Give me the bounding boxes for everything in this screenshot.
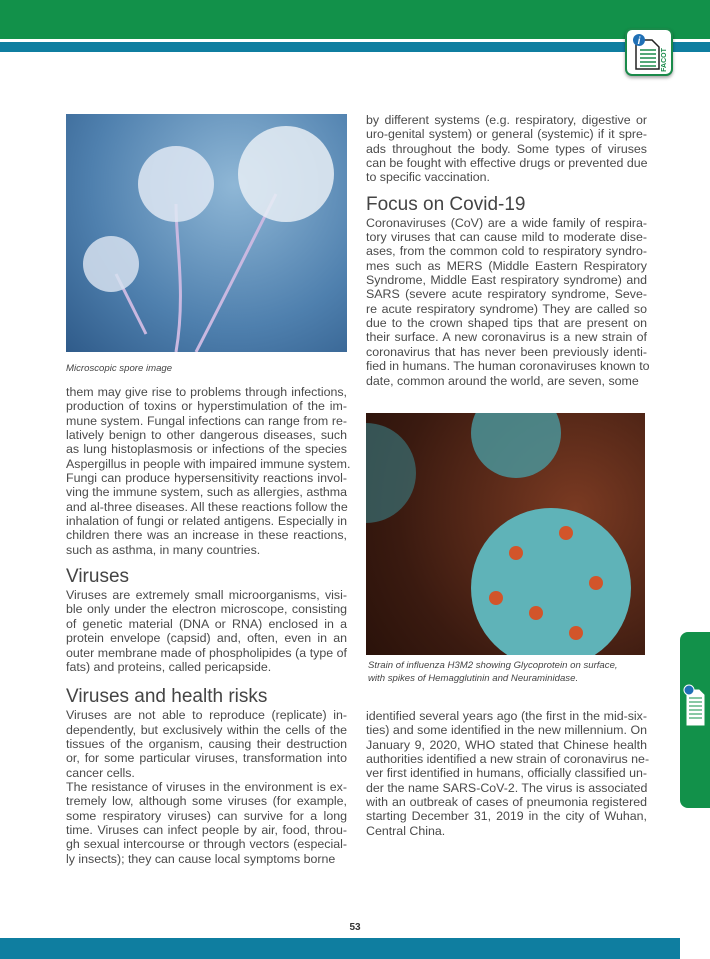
text-line: Viruses are extremely small microorganisms, visi-: [66, 588, 347, 603]
text-line: Aspergillus in people with impaired immune system.: [66, 456, 351, 471]
text-line: protein envelope (capsid) and, often, even in an: [66, 631, 347, 646]
text-line: ases, from the common cold to respiratory syndro-: [366, 244, 647, 259]
text-line: due to the crown shaped tips that are present on: [366, 316, 647, 331]
text-line: ble only under the electron microscope, consisting: [66, 602, 347, 617]
sars-cov-2-paragraph: [366, 709, 650, 838]
text-line: fied in humans. The human coronaviruses known to: [366, 359, 650, 374]
health-risks-heading: Viruses and health risks: [66, 686, 268, 708]
text-line: by different systems (e.g. respiratory, digestive or: [366, 113, 647, 127]
text-line: mune system. Fungal infections can range from re-: [66, 413, 347, 428]
text-line: Central China.: [366, 823, 446, 838]
left-column: [66, 385, 351, 866]
coronavirus-image: [366, 413, 645, 655]
info-document-icon: [627, 30, 671, 74]
text-line: date, common around the world, are seven, some: [366, 373, 639, 388]
text-line: January 9, 2020, WHO stated that Chinese health: [366, 737, 647, 752]
text-line: tremely low, although some viruses (for example,: [66, 794, 347, 809]
text-line: gh sexual intercourse or through vectors (especial-: [66, 837, 347, 852]
text-line: Syndrome, Middle East respiratory syndrome) and: [366, 273, 647, 288]
text-line: identified several years ago (the first in the mid-six-: [366, 709, 647, 723]
text-line: production of toxins or hyperstimulation of the im-: [66, 399, 347, 414]
text-line: cancer cells.: [66, 765, 135, 780]
text-line: fats) and proteins, called pericapside.: [66, 659, 272, 674]
text-line: as lung histoplasmosis or infections of the species: [66, 442, 347, 457]
text-line: uro-genital system) or general (systemic) if it spre-: [366, 127, 647, 142]
text-line: with an outbreak of cases of pneumonia registered: [366, 795, 647, 810]
systems-paragraph: [366, 113, 647, 185]
viruses-heading: Viruses: [66, 566, 130, 588]
text-line: Fungi can produce hypersensitivity reactions invol-: [66, 471, 347, 486]
text-line: Coronaviruses (CoV) are a wide family of respira-: [366, 215, 647, 230]
info-document-icon: [680, 682, 710, 742]
facot-logo: [625, 28, 673, 76]
text-line: of genetic material (DNA or RNA) enclosed in a: [66, 616, 347, 631]
text-line: to specific vaccination.: [366, 170, 490, 185]
text-line: their surface. A new coronavirus is a new strain of: [366, 330, 647, 345]
text-line: latively benign to other dangerous diseases, such: [66, 428, 347, 443]
text-line: ving the immune system, such as allergies, asthma: [66, 485, 347, 500]
svg-text:i: i: [637, 36, 641, 47]
text-line: der the name SARS-CoV-2. The virus is associated: [366, 780, 648, 795]
text-line: some respiratory viruses) can survive for a long: [66, 808, 347, 823]
microscopic-spore-image: [66, 114, 347, 352]
header-green-band: [0, 0, 710, 39]
spore-image-caption: Microscopic spore image: [66, 363, 173, 374]
text-line: ly insects); they can cause local symptoms borne: [66, 851, 336, 866]
text-line: ads throughout the body. Some types of viruses: [366, 141, 647, 156]
text-line: children there was an increase in these reactions,: [66, 528, 347, 543]
right-column-bottom: [366, 709, 650, 838]
text-line: and al-three diseases. All these reactions follow the: [66, 499, 348, 514]
text-line: dependently, but exclusively within the cells of the: [66, 722, 347, 737]
fungi-paragraph: [66, 385, 351, 557]
text-line: coronavirus that has never been previously identi-: [366, 344, 647, 359]
page-number: 53: [349, 922, 361, 933]
coronavirus-image-caption: Strain of influenza H3M2 showing Glycoprotein on surface, with spikes of Hemagglutinin and Neuraminidase.: [368, 660, 618, 684]
text-line: ties) and some identified in the new millennium. On: [366, 723, 647, 738]
text-line: inhalation of fungi or related antigens. Especially in: [66, 514, 347, 529]
text-line: such as asthma, in many countries.: [66, 542, 261, 557]
right-column-top: [366, 113, 650, 388]
viruses-paragraph: [66, 588, 347, 674]
footer-blue-band: [0, 938, 680, 959]
text-line: tory viruses that can cause mild to moderate dise-: [366, 230, 647, 245]
text-line: authorities identified a new strain of coronavirus ne-: [366, 752, 650, 767]
covid-paragraph: [366, 215, 650, 388]
text-line: them may give rise to problems through infections,: [66, 385, 347, 399]
text-line: mes such as MERS (Middle Eastern Respiratory: [366, 258, 647, 273]
text-line: can be fought with effective drugs or prevented due: [366, 156, 648, 171]
text-line: or, for some particular viruses, transformation into: [66, 751, 347, 766]
text-line: SARS (severe acute respiratory syndrome, Seve-: [366, 287, 647, 302]
resistance-paragraph: [66, 780, 347, 866]
header-blue-stripe: [0, 42, 710, 52]
text-line: re acute respiratory syndrome) They are called so: [366, 301, 647, 316]
text-line: time. Viruses can infect people by air, food, throu-: [66, 822, 347, 837]
covid-heading: Focus on Covid-19: [366, 193, 526, 215]
text-line: Viruses are not able to reproduce (replicate) in-: [66, 708, 347, 723]
text-line: tissues of the organism, causing their destruction: [66, 736, 347, 751]
replication-paragraph: [66, 708, 347, 780]
text-line: The resistance of viruses in the environment is ex-: [66, 779, 347, 794]
side-info-tab[interactable]: [680, 632, 710, 808]
text-line: ver first identified in humans, officially classified un-: [366, 766, 647, 781]
text-line: outer membrane made of phospholipides (a type of: [66, 645, 347, 660]
svg-text:FACOT: FACOT: [661, 48, 668, 72]
text-line: starting December 31, 2019 in the city of Wuhan,: [366, 809, 647, 824]
